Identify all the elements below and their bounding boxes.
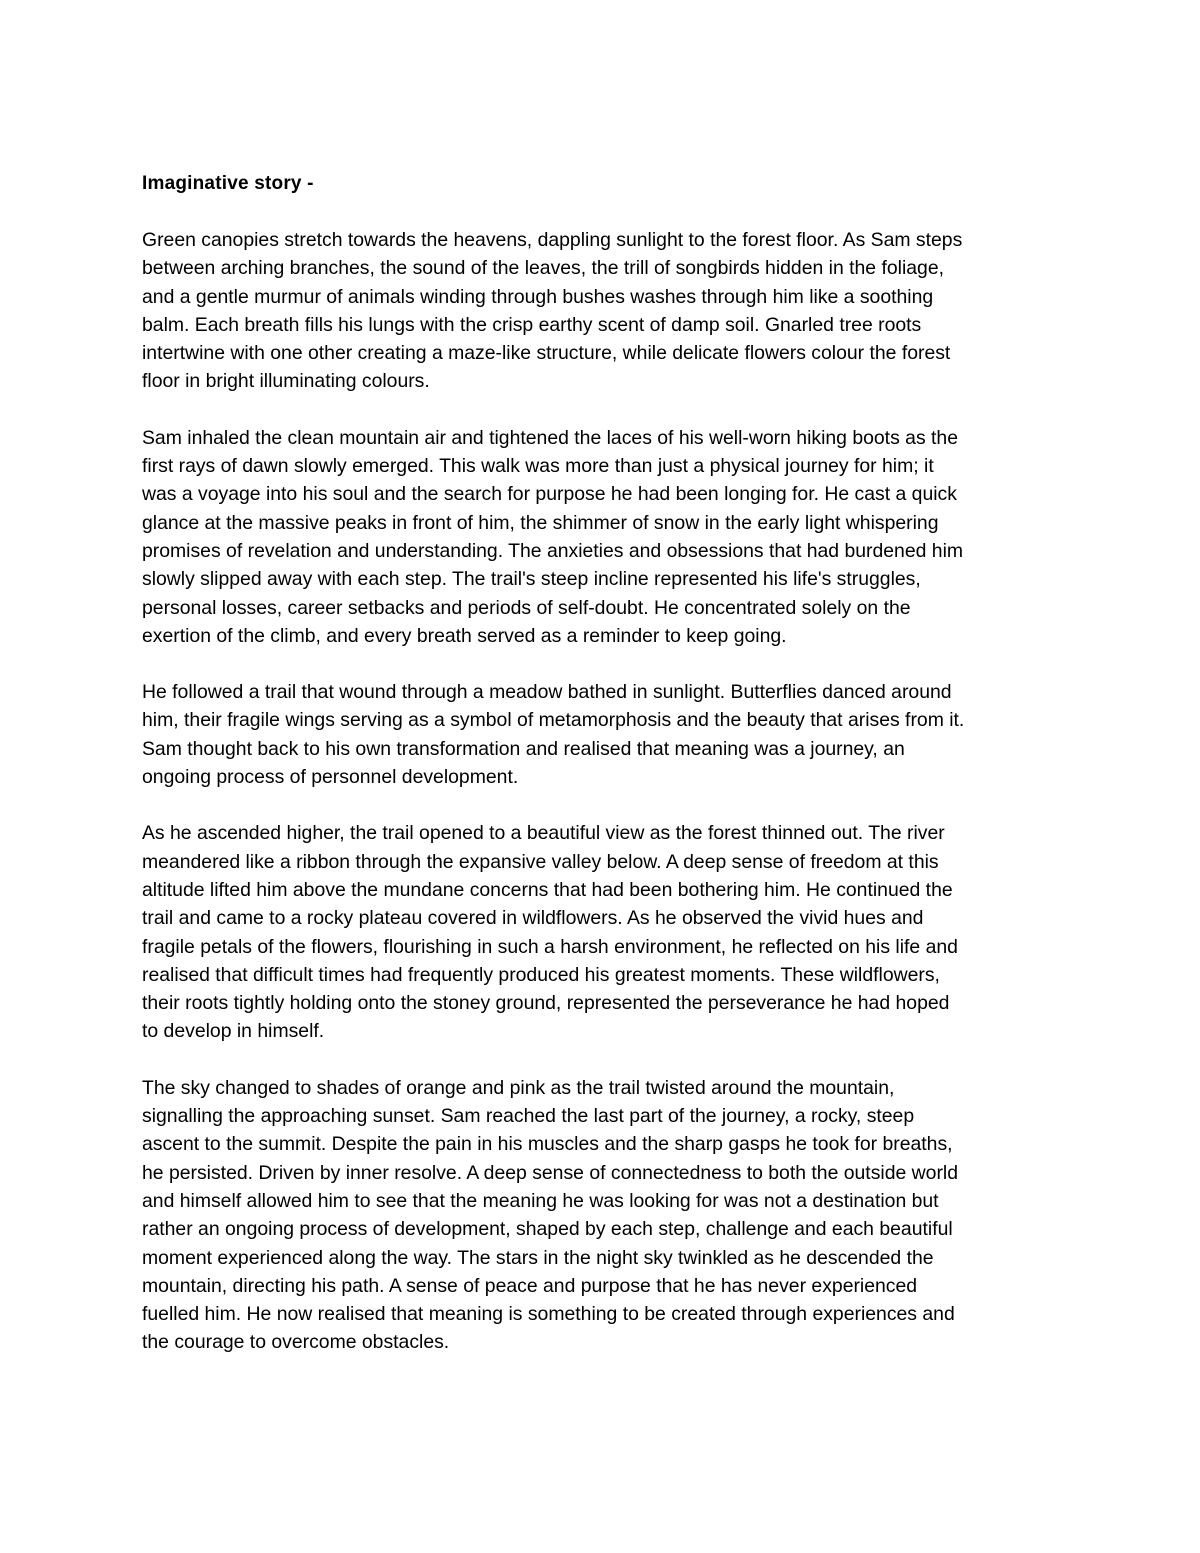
text-line: slowly slipped away with each step. The trail's steep incline represented his life's struggles, — [142, 568, 921, 591]
text-line: exertion of the climb, and every breath served as a reminder to keep going. — [142, 624, 787, 647]
text-line: altitude lifted him above the mundane concerns that had been bothering him. He continued the — [142, 878, 953, 901]
text-line: rather an ongoing process of development, shaped by each step, challenge and each beautiful — [142, 1218, 953, 1241]
text-line: and himself allowed him to see that the meaning he was looking for was not a destination but — [142, 1189, 939, 1212]
text-line: glance at the massive peaks in front of him, the shimmer of snow in the early light whispering — [142, 511, 939, 534]
paragraph-2 — [142, 424, 1067, 650]
text-line: fragile petals of the flowers, flourishing in such a harsh environment, he reflected on his life and — [142, 935, 958, 958]
text-line: signalling the approaching sunset. Sam reached the last part of the journey, a rocky, steep — [142, 1105, 915, 1128]
text-line: Sam inhaled the clean mountain air and tightened the laces of his well-worn hiking boots as the — [142, 426, 958, 449]
text-line: balm. Each breath fills his lungs with the crisp earthy scent of damp soil. Gnarled tree roots — [142, 313, 922, 336]
text-line: floor in bright illuminating colours. — [142, 370, 430, 393]
document-title: Imaginative story - — [142, 173, 314, 194]
text-line: Sam thought back to his own transformation and realised that meaning was a journey, an — [142, 737, 905, 760]
text-line: to develop in himself. — [142, 1020, 325, 1043]
text-line: As he ascended higher, the trail opened to a beautiful view as the forest thinned out. The river — [142, 822, 945, 845]
text-line: him, their fragile wings serving as a symbol of metamorphosis and the beauty that arises from it. — [142, 709, 965, 732]
paragraph-3 — [142, 678, 1067, 791]
text-line: ongoing process of personnel development. — [142, 766, 519, 789]
text-line: promises of revelation and understanding. The anxieties and obsessions that had burdened him — [142, 539, 964, 562]
text-line: first rays of dawn slowly emerged. This walk was more than just a physical journey for him; it — [142, 455, 934, 478]
text-line: and a gentle murmur of animals winding through bushes washes through him like a soothing — [142, 285, 934, 308]
paragraph-4 — [142, 819, 1067, 1045]
text-line: moment experienced along the way. The stars in the night sky twinkled as he descended the — [142, 1246, 934, 1269]
text-line: he persisted. Driven by inner resolve. A deep sense of connectedness to both the outside world — [142, 1161, 958, 1184]
text-line: Green canopies stretch towards the heavens, dappling sunlight to the forest floor. As Sam steps — [142, 229, 963, 251]
text-line: intertwine with one other creating a maze-like structure, while delicate flowers colour the forest — [142, 342, 951, 365]
text-line: realised that difficult times had frequently produced his greatest moments. These wildflowers, — [142, 963, 940, 986]
text-line: mountain, directing his path. A sense of peace and purpose that he has never experienced — [142, 1274, 918, 1297]
paragraph-1 — [142, 226, 1067, 396]
document-body — [142, 170, 1067, 1385]
text-line: He followed a trail that wound through a meadow bathed in sunlight. Butterflies danced around — [142, 681, 952, 704]
text-line: ascent to the summit. Despite the pain in his muscles and the sharp gasps he took for breaths, — [142, 1133, 953, 1156]
text-line: meandered like a ribbon through the expansive valley below. A deep sense of freedom at this — [142, 850, 939, 873]
text-line: the courage to overcome obstacles. — [142, 1331, 450, 1354]
text-line: between arching branches, the sound of the leaves, the trill of songbirds hidden in the foliage, — [142, 257, 945, 280]
text-line: fuelled him. He now realised that meaning is something to be created through experiences and — [142, 1303, 955, 1326]
text-line: trail and came to a rocky plateau covered in wildflowers. As he observed the vivid hues and — [142, 907, 924, 930]
text-line: was a voyage into his soul and the search for purpose he had been longing for. He cast a quick — [142, 483, 957, 506]
text-line: their roots tightly holding onto the stoney ground, represented the perseverance he had hoped — [142, 992, 950, 1015]
text-line: The sky changed to shades of orange and pink as the trail twisted around the mountain, — [142, 1076, 895, 1099]
text-line: personal losses, career setbacks and periods of self-doubt. He concentrated solely on the — [142, 596, 911, 619]
paragraph-5 — [142, 1074, 1067, 1357]
